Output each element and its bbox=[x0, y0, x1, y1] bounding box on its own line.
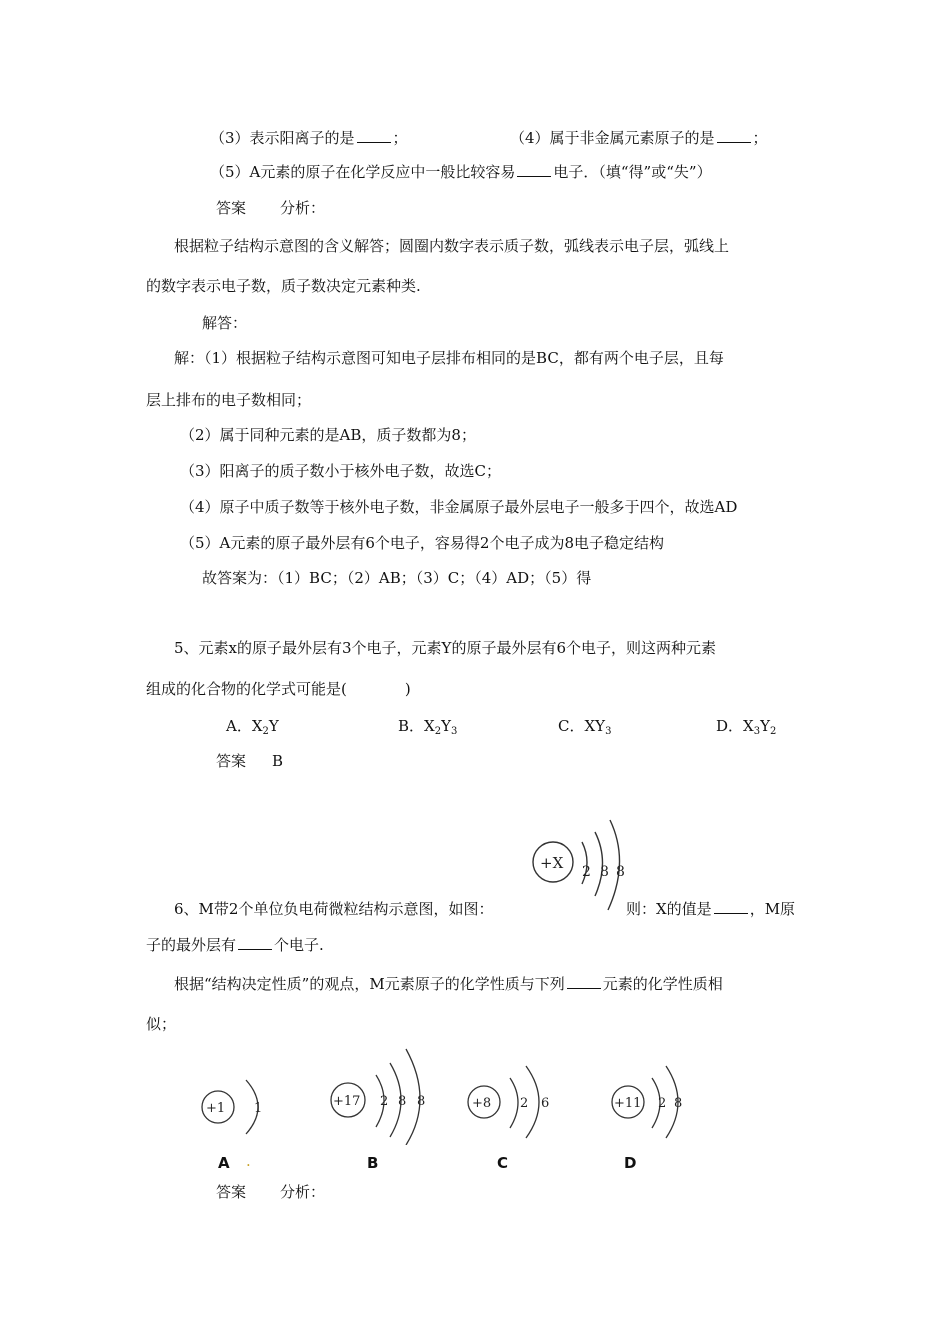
q4-line5: （5）A元素的原子在化学反应中一般比较容易 电子．（填“得”或“失”） bbox=[210, 163, 712, 181]
q5-option-a[interactable]: A．$X_2Y$ bbox=[226, 717, 279, 737]
nucleus-charge: +X bbox=[540, 854, 564, 872]
shell-electron-count: 6 bbox=[541, 1096, 550, 1111]
q4-line4: （4）属于非金属元素原子的是 ； bbox=[510, 129, 768, 147]
q4-answer-row: 答案 分析： bbox=[216, 199, 326, 217]
q4-line3: （3）表示阳离子的是 ； bbox=[210, 129, 408, 147]
answer-blank[interactable] bbox=[517, 162, 551, 177]
q6-stem-1: 6、M带2个单位负电荷微粒结构示意图，如图： bbox=[174, 900, 494, 918]
diagram-label-c: C bbox=[497, 1154, 509, 1172]
q4-solution-5: （4）原子中质子数等于核外电子数，非金属原子最外层电子一般多于四个，故选AD bbox=[180, 498, 738, 516]
q4-solution-1: 解：（1）根据粒子结构示意图可知电子层排布相同的是BC，都有两个电子层，且每 bbox=[174, 349, 724, 367]
shell-electron-count: 2 bbox=[520, 1096, 529, 1111]
q4-solution-2: 层上排布的电子数相同； bbox=[146, 391, 312, 409]
diagram-label-d: D bbox=[624, 1154, 637, 1172]
nucleus-charge: +11 bbox=[614, 1096, 642, 1111]
q4-analysis-1: 根据粒子结构示意图的含义解答；圆圈内数字表示质子数，弧线表示电子层，弧线上 bbox=[174, 237, 730, 255]
q5-stem-2: 组成的化合物的化学式可能是( ) bbox=[146, 680, 411, 698]
answer-blank[interactable] bbox=[714, 899, 748, 914]
ion-structure-diagram bbox=[520, 810, 640, 920]
electron-shell-arc bbox=[510, 1078, 518, 1128]
q4-analysis-2: 的数字表示电子数，质子数决定元素种类. bbox=[146, 277, 421, 295]
shell-electron-count: 2 bbox=[582, 864, 591, 880]
q6-stem-2: 子的最外层有 个电子. bbox=[146, 936, 324, 954]
q4-solution-4: （3）阳离子的质子数小于核外电子数，故选C； bbox=[180, 462, 502, 480]
atom-diagram-d bbox=[606, 1060, 706, 1140]
q6-answer-row: 答案 分析： bbox=[216, 1183, 326, 1201]
nucleus-charge: +8 bbox=[472, 1096, 492, 1111]
q6-stem-1b: 则：X的值是 ，M原 bbox=[626, 900, 796, 918]
shell-electron-count: 1 bbox=[254, 1101, 263, 1116]
q6-stem-4: 似； bbox=[146, 1015, 177, 1033]
q4-solution-6: （5）A元素的原子最外层有6个电子，容易得2个电子成为8电子稳定结构 bbox=[180, 534, 665, 552]
shell-electron-count: 2 bbox=[380, 1094, 389, 1109]
q6-stem-3: 根据“结构决定性质”的观点，M元素原子的化学性质与下列 元素的化学性质相 bbox=[174, 975, 723, 993]
answer-blank[interactable] bbox=[238, 935, 272, 950]
stray-dot: . bbox=[246, 1152, 251, 1170]
atom-diagram-a bbox=[196, 1070, 276, 1140]
q5-option-b[interactable]: B．$X_2Y_3$ bbox=[398, 717, 458, 737]
q4-solution-label: 解答： bbox=[202, 314, 248, 332]
q5-answer-row: 答案 B bbox=[216, 752, 284, 770]
q5-option-d[interactable]: D．$X_3Y_2$ bbox=[716, 717, 777, 737]
atom-diagram-b bbox=[326, 1045, 446, 1145]
q4-solution-3: （2）属于同种元素的是AB，质子数都为8； bbox=[180, 426, 476, 444]
shell-electron-count: 8 bbox=[398, 1094, 407, 1109]
q4-final-answer: 故答案为：（1）BC；（2）AB；（3）C；（4）AD；（5）得 bbox=[202, 569, 592, 587]
shell-electron-count: 8 bbox=[616, 864, 625, 880]
nucleus-charge: +1 bbox=[206, 1101, 226, 1116]
shell-electron-count: 8 bbox=[417, 1094, 426, 1109]
answer-blank[interactable] bbox=[357, 128, 391, 143]
q5-option-c[interactable]: C．$XY_3$ bbox=[558, 717, 612, 737]
q5-stem-1: 5、元素x的原子最外层有3个电子，元素Y的原子最外层有6个电子，则这两种元素 bbox=[174, 639, 716, 657]
nucleus-charge: +17 bbox=[333, 1094, 361, 1109]
atom-diagram-c bbox=[462, 1060, 562, 1140]
diagram-label-b: B bbox=[367, 1154, 379, 1172]
diagram-label-a: A bbox=[218, 1154, 230, 1172]
shell-electron-count: 2 bbox=[658, 1096, 667, 1111]
shell-electron-count: 8 bbox=[600, 864, 609, 880]
shell-electron-count: 8 bbox=[674, 1096, 683, 1111]
answer-blank[interactable] bbox=[567, 974, 601, 989]
answer-blank[interactable] bbox=[717, 128, 751, 143]
